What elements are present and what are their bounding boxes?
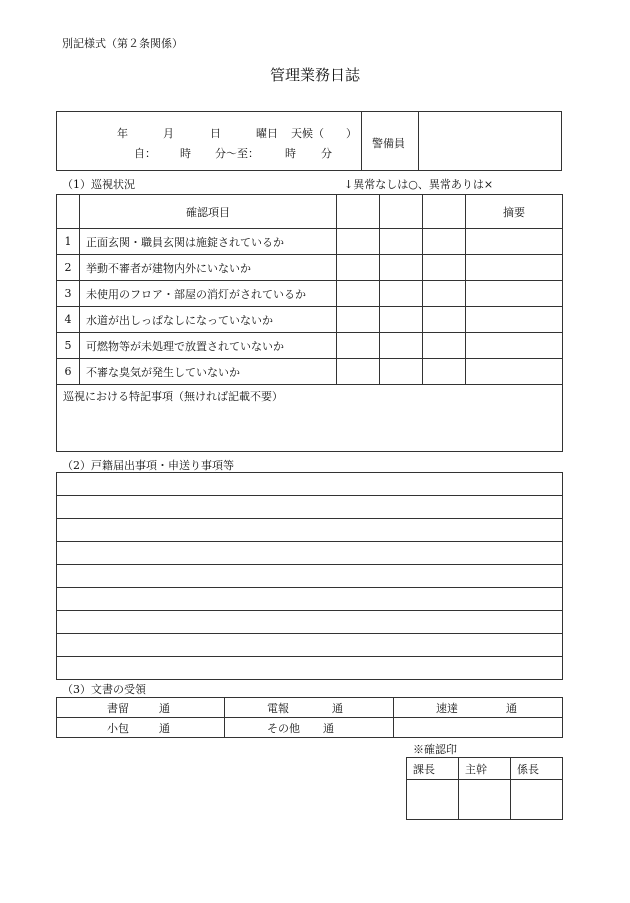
remarks-cell[interactable] — [466, 307, 563, 333]
stamp-box[interactable] — [407, 780, 459, 820]
patrol-table — [56, 194, 563, 452]
day-label: 日 — [210, 127, 221, 140]
doc-cell-parcel[interactable]: 小包 通 — [57, 718, 225, 738]
table-row: 4 水道が出しっぱなしになっていないか — [57, 307, 563, 333]
handover-line[interactable] — [57, 519, 563, 542]
check-cell[interactable] — [337, 281, 380, 307]
stamp-col-unit-chief: 係長 — [511, 758, 563, 780]
weekday-label: 曜日 — [256, 127, 278, 140]
doc-cell-registered[interactable]: 書留 通 — [57, 698, 225, 718]
weather-label: 天候（ ） — [291, 127, 357, 140]
handover-line[interactable] — [57, 496, 563, 519]
remarks-cell[interactable] — [466, 229, 563, 255]
table-row: 5 可燃物等が未処理で放置されていないか — [57, 333, 563, 359]
handover-line[interactable] — [57, 634, 563, 657]
check-cell[interactable] — [423, 307, 466, 333]
remarks-cell[interactable] — [466, 333, 563, 359]
check-cell[interactable] — [337, 359, 380, 385]
check-cell[interactable] — [380, 281, 423, 307]
stamp-col-chief-officer: 主幹 — [459, 758, 511, 780]
check-cell[interactable] — [380, 333, 423, 359]
check-cell[interactable] — [337, 255, 380, 281]
stamp-table — [406, 757, 563, 820]
remarks-cell[interactable] — [466, 281, 563, 307]
patrol-notes-row[interactable] — [57, 385, 563, 452]
section1-legend: ↓異常なしは○、異常ありは× — [344, 178, 494, 191]
handover-line[interactable] — [57, 542, 563, 565]
page-title: 管理業務日誌 — [269, 66, 360, 84]
remarks-cell[interactable] — [466, 359, 563, 385]
patrol-notes-label: 巡視における特記事項（無ければ記載不要） — [57, 385, 563, 452]
minute-label-2: 分 — [321, 147, 332, 160]
handover-line[interactable] — [57, 565, 563, 588]
remarks-cell[interactable] — [466, 255, 563, 281]
col-item-header: 確認項目 — [80, 195, 337, 229]
doc-cell-express[interactable]: 速達 通 — [394, 698, 563, 718]
check-cell[interactable] — [423, 359, 466, 385]
handover-line[interactable] — [57, 473, 563, 496]
check-cell[interactable] — [423, 255, 466, 281]
stamp-box[interactable] — [511, 780, 563, 820]
documents-table — [56, 697, 563, 738]
check-col-header-2 — [380, 195, 423, 229]
section2-title: （2）戸籍届出事項・申送り事項等 — [62, 459, 234, 472]
handover-line[interactable] — [57, 611, 563, 634]
doc-cell-other[interactable]: その他 通 — [225, 718, 394, 738]
check-cell[interactable] — [423, 229, 466, 255]
patrol-header-row — [57, 195, 563, 229]
handover-line[interactable] — [57, 588, 563, 611]
stamp-box[interactable] — [459, 780, 511, 820]
check-cell[interactable] — [423, 281, 466, 307]
guard-label: 警備員 — [372, 137, 405, 150]
check-cell[interactable] — [337, 229, 380, 255]
check-cell[interactable] — [423, 333, 466, 359]
check-cell[interactable] — [380, 307, 423, 333]
handover-line[interactable] — [57, 657, 563, 680]
table-row: 1 正面玄関・職員玄関は施錠されているか — [57, 229, 563, 255]
check-cell[interactable] — [337, 307, 380, 333]
table-row: 3 未使用のフロア・部屋の消灯がされているか — [57, 281, 563, 307]
check-cell[interactable] — [380, 255, 423, 281]
stamp-col-section-chief: 課長 — [407, 758, 459, 780]
section3-title: （3）文書の受領 — [62, 683, 146, 696]
time-from-label: 自： — [134, 147, 156, 160]
time-to-label: 分～至： — [215, 147, 259, 160]
check-cell[interactable] — [337, 333, 380, 359]
check-col-header-3 — [423, 195, 466, 229]
handover-table — [56, 472, 563, 680]
hour-label-2: 時 — [285, 147, 296, 160]
col-remarks-header: 摘要 — [466, 195, 563, 229]
year-label: 年 — [117, 127, 128, 140]
table-row: 6 不審な臭気が発生していないか — [57, 359, 563, 385]
check-col-header-1 — [337, 195, 380, 229]
check-cell[interactable] — [380, 359, 423, 385]
guard-signature-field[interactable] — [419, 112, 561, 170]
section1-title: （1）巡視状況 — [62, 178, 135, 191]
table-row: 2 挙動不審者が建物内外にいないか — [57, 255, 563, 281]
form-note: 別記様式（第２条関係） — [62, 37, 183, 50]
hour-label-1: 時 — [180, 147, 191, 160]
month-label: 月 — [163, 127, 174, 140]
stamp-title: ※確認印 — [413, 743, 457, 756]
doc-cell-telegram[interactable]: 電報 通 — [225, 698, 394, 718]
date-block — [56, 111, 562, 171]
doc-cell-empty — [394, 718, 563, 738]
check-cell[interactable] — [380, 229, 423, 255]
